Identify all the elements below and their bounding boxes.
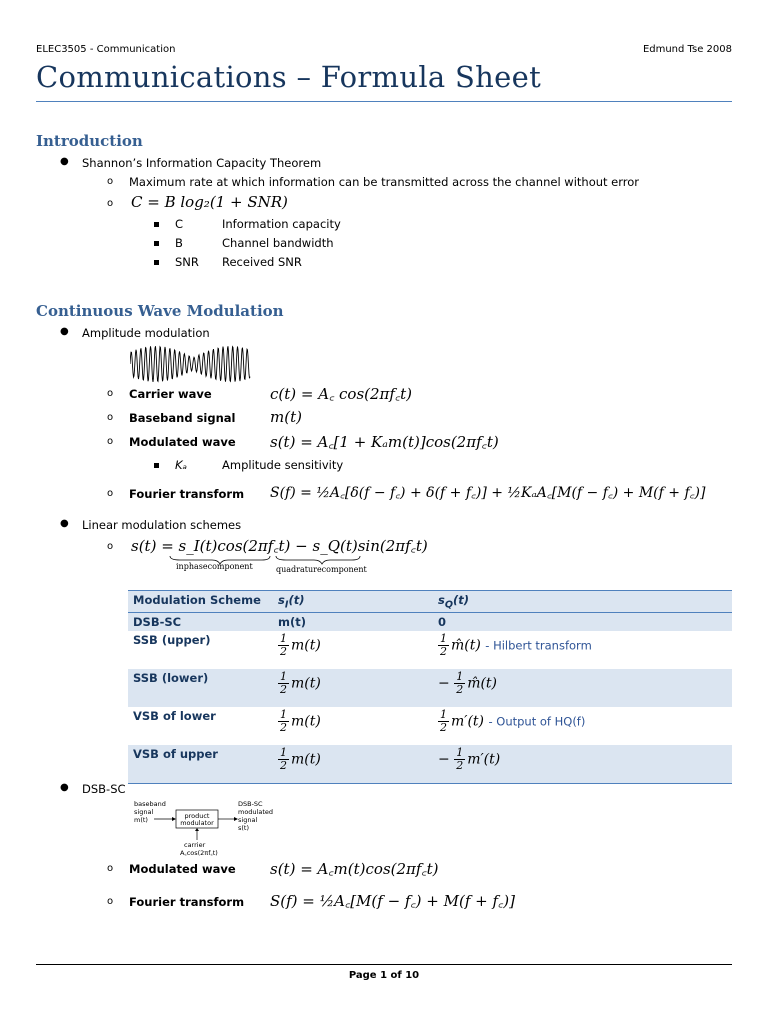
scheme-name: VSB of upper (128, 745, 273, 783)
scheme-name: DSB-SC (128, 613, 273, 632)
shannon-theorem: Shannon’s Information Capacity Theorem (82, 156, 322, 170)
carrier-label: Carrier wave (129, 387, 212, 401)
svg-text:modulator: modulator (180, 819, 214, 827)
square-bullet-icon (154, 222, 159, 227)
ka-symbol: Kₐ (175, 458, 188, 472)
table-row (128, 707, 732, 745)
si-cell: $\frac{1}{2}$ m(t) (280, 632, 321, 659)
am-waveform (130, 344, 252, 384)
table-row (128, 631, 732, 669)
sq-cell: $\frac{1}{2}$ m′(t) - Output of HQ(f) (440, 708, 586, 735)
table-row (128, 745, 732, 783)
diagram-input-label: baseband (134, 800, 166, 808)
var-desc: Received SNR (222, 255, 302, 269)
title-rule (36, 101, 732, 102)
bullet-icon: ● (60, 518, 69, 529)
capacity-formula: C = B log₂(1 + SNR) (131, 193, 288, 211)
svg-text:modulated: modulated (238, 808, 274, 816)
fourier-formula: S(f) = ½A꜀[δ(f − f꜀) + δ(f + f꜀)] + ½KₐA꜀[M(f − f꜀) + M(f + f꜀)] (270, 485, 706, 501)
svg-text:signal: signal (238, 816, 258, 824)
am-heading: Amplitude modulation (82, 326, 210, 340)
circle-bullet-icon: o (107, 412, 114, 423)
max-rate-text: Maximum rate at which information can be transmitted across the channel without error (129, 175, 640, 189)
circle-bullet-icon: o (107, 436, 114, 447)
si-cell: $\frac{1}{2}$ m(t) (280, 708, 321, 735)
table-header-row (128, 591, 732, 613)
sq-cell: 0 (433, 613, 732, 632)
inphase-label: inphasecomponent (176, 562, 253, 571)
circle-bullet-icon: o (107, 488, 114, 499)
linear-formula: s(t) = s_I(t)cos(2πf꜀t) − s_Q(t)sin(2πf꜀t) (131, 537, 428, 555)
table-header: Modulation Scheme (128, 591, 273, 613)
diagram-carrier-label: carrier (184, 841, 206, 849)
var-desc: Channel bandwidth (222, 236, 334, 250)
ka-desc: Amplitude sensitivity (222, 458, 344, 472)
dsbsc-block-diagram (134, 800, 284, 860)
baseband-label: Baseband signal (129, 411, 236, 425)
circle-bullet-icon: o (107, 388, 114, 399)
block-label: product (184, 812, 210, 820)
circle-bullet-icon: o (107, 541, 114, 552)
scheme-name: SSB (lower) (128, 669, 273, 707)
si-cell: $\frac{1}{2}$ m(t) (273, 669, 433, 707)
sq-cell: $\frac{1}{2}$ m̂(t) - Hilbert transform (440, 632, 592, 659)
circle-bullet-icon: o (107, 176, 114, 187)
svg-text:A꜀cos(2πf꜀t): A꜀cos(2πf꜀t) (180, 849, 218, 857)
square-bullet-icon (154, 260, 159, 265)
si-cell: $\frac{1}{2}$ m(t) (273, 745, 433, 783)
dsbsc-fourier-label: Fourier transform (129, 895, 245, 909)
diagram-output-label: DSB-SC (238, 800, 263, 808)
sq-cell: − $\frac{1}{2}$ m′(t) (433, 745, 732, 783)
circle-bullet-icon: o (107, 198, 114, 209)
linear-heading: Linear modulation schemes (82, 518, 242, 532)
section-cw-modulation: Continuous Wave Modulation (36, 302, 284, 320)
square-bullet-icon (154, 463, 159, 468)
hq-note: - Output of HQ(f) (488, 714, 586, 729)
footer-rule (36, 964, 732, 965)
var-symbol: C (175, 217, 184, 231)
fourier-label: Fourier transform (129, 487, 245, 501)
scheme-name: SSB (upper) (133, 633, 211, 648)
table-row (128, 613, 732, 632)
var-symbol: B (175, 236, 183, 250)
quadrature-label: quadraturecomponent (276, 565, 367, 574)
table-header: $s_Q(t)$ (433, 591, 732, 613)
hilbert-note: - Hilbert transform (485, 638, 592, 653)
modulated-label: Modulated wave (129, 435, 236, 449)
circle-bullet-icon: o (107, 863, 114, 874)
scheme-name: VSB of lower (133, 709, 216, 724)
modulated-formula: s(t) = A꜀[1 + Kₐm(t)]cos(2πf꜀t) (270, 433, 499, 451)
header-right: Edmund Tse 2008 (642, 44, 732, 55)
bullet-icon: ● (60, 326, 69, 337)
svg-text:s(t): s(t) (238, 824, 250, 832)
var-desc: Information capacity (222, 217, 341, 231)
svg-text:m(t): m(t) (134, 816, 148, 824)
carrier-formula: c(t) = A꜀ cos(2πf꜀t) (270, 385, 413, 403)
dsbsc-modulated-label: Modulated wave (129, 862, 236, 876)
table-header: $s_I(t)$ (273, 591, 433, 613)
dsbsc-modulated-formula: s(t) = A꜀m(t)cos(2πf꜀t) (270, 860, 439, 878)
table-row (128, 669, 732, 707)
circle-bullet-icon: o (107, 896, 114, 907)
si-cell: m(t) (273, 613, 433, 632)
bullet-icon: ● (60, 782, 69, 793)
section-introduction: Introduction (36, 132, 143, 150)
sq-cell: − $\frac{1}{2}$ m̂(t) (433, 669, 732, 707)
header-left: ELEC3505 - Communication (36, 44, 176, 55)
am-wave-path (130, 346, 250, 382)
dsbsc-heading: DSB-SC (82, 782, 126, 796)
modulation-table (128, 590, 732, 784)
bullet-icon: ● (60, 156, 69, 167)
dsbsc-fourier-formula: S(f) = ½A꜀[M(f − f꜀) + M(f + f꜀)] (270, 892, 515, 910)
svg-text:signal: signal (134, 808, 154, 816)
var-symbol: SNR (175, 255, 199, 269)
square-bullet-icon (154, 241, 159, 246)
page-title: Communications – Formula Sheet (36, 60, 542, 94)
baseband-formula: m(t) (270, 408, 302, 426)
page-number: Page 1 of 10 (348, 970, 420, 981)
